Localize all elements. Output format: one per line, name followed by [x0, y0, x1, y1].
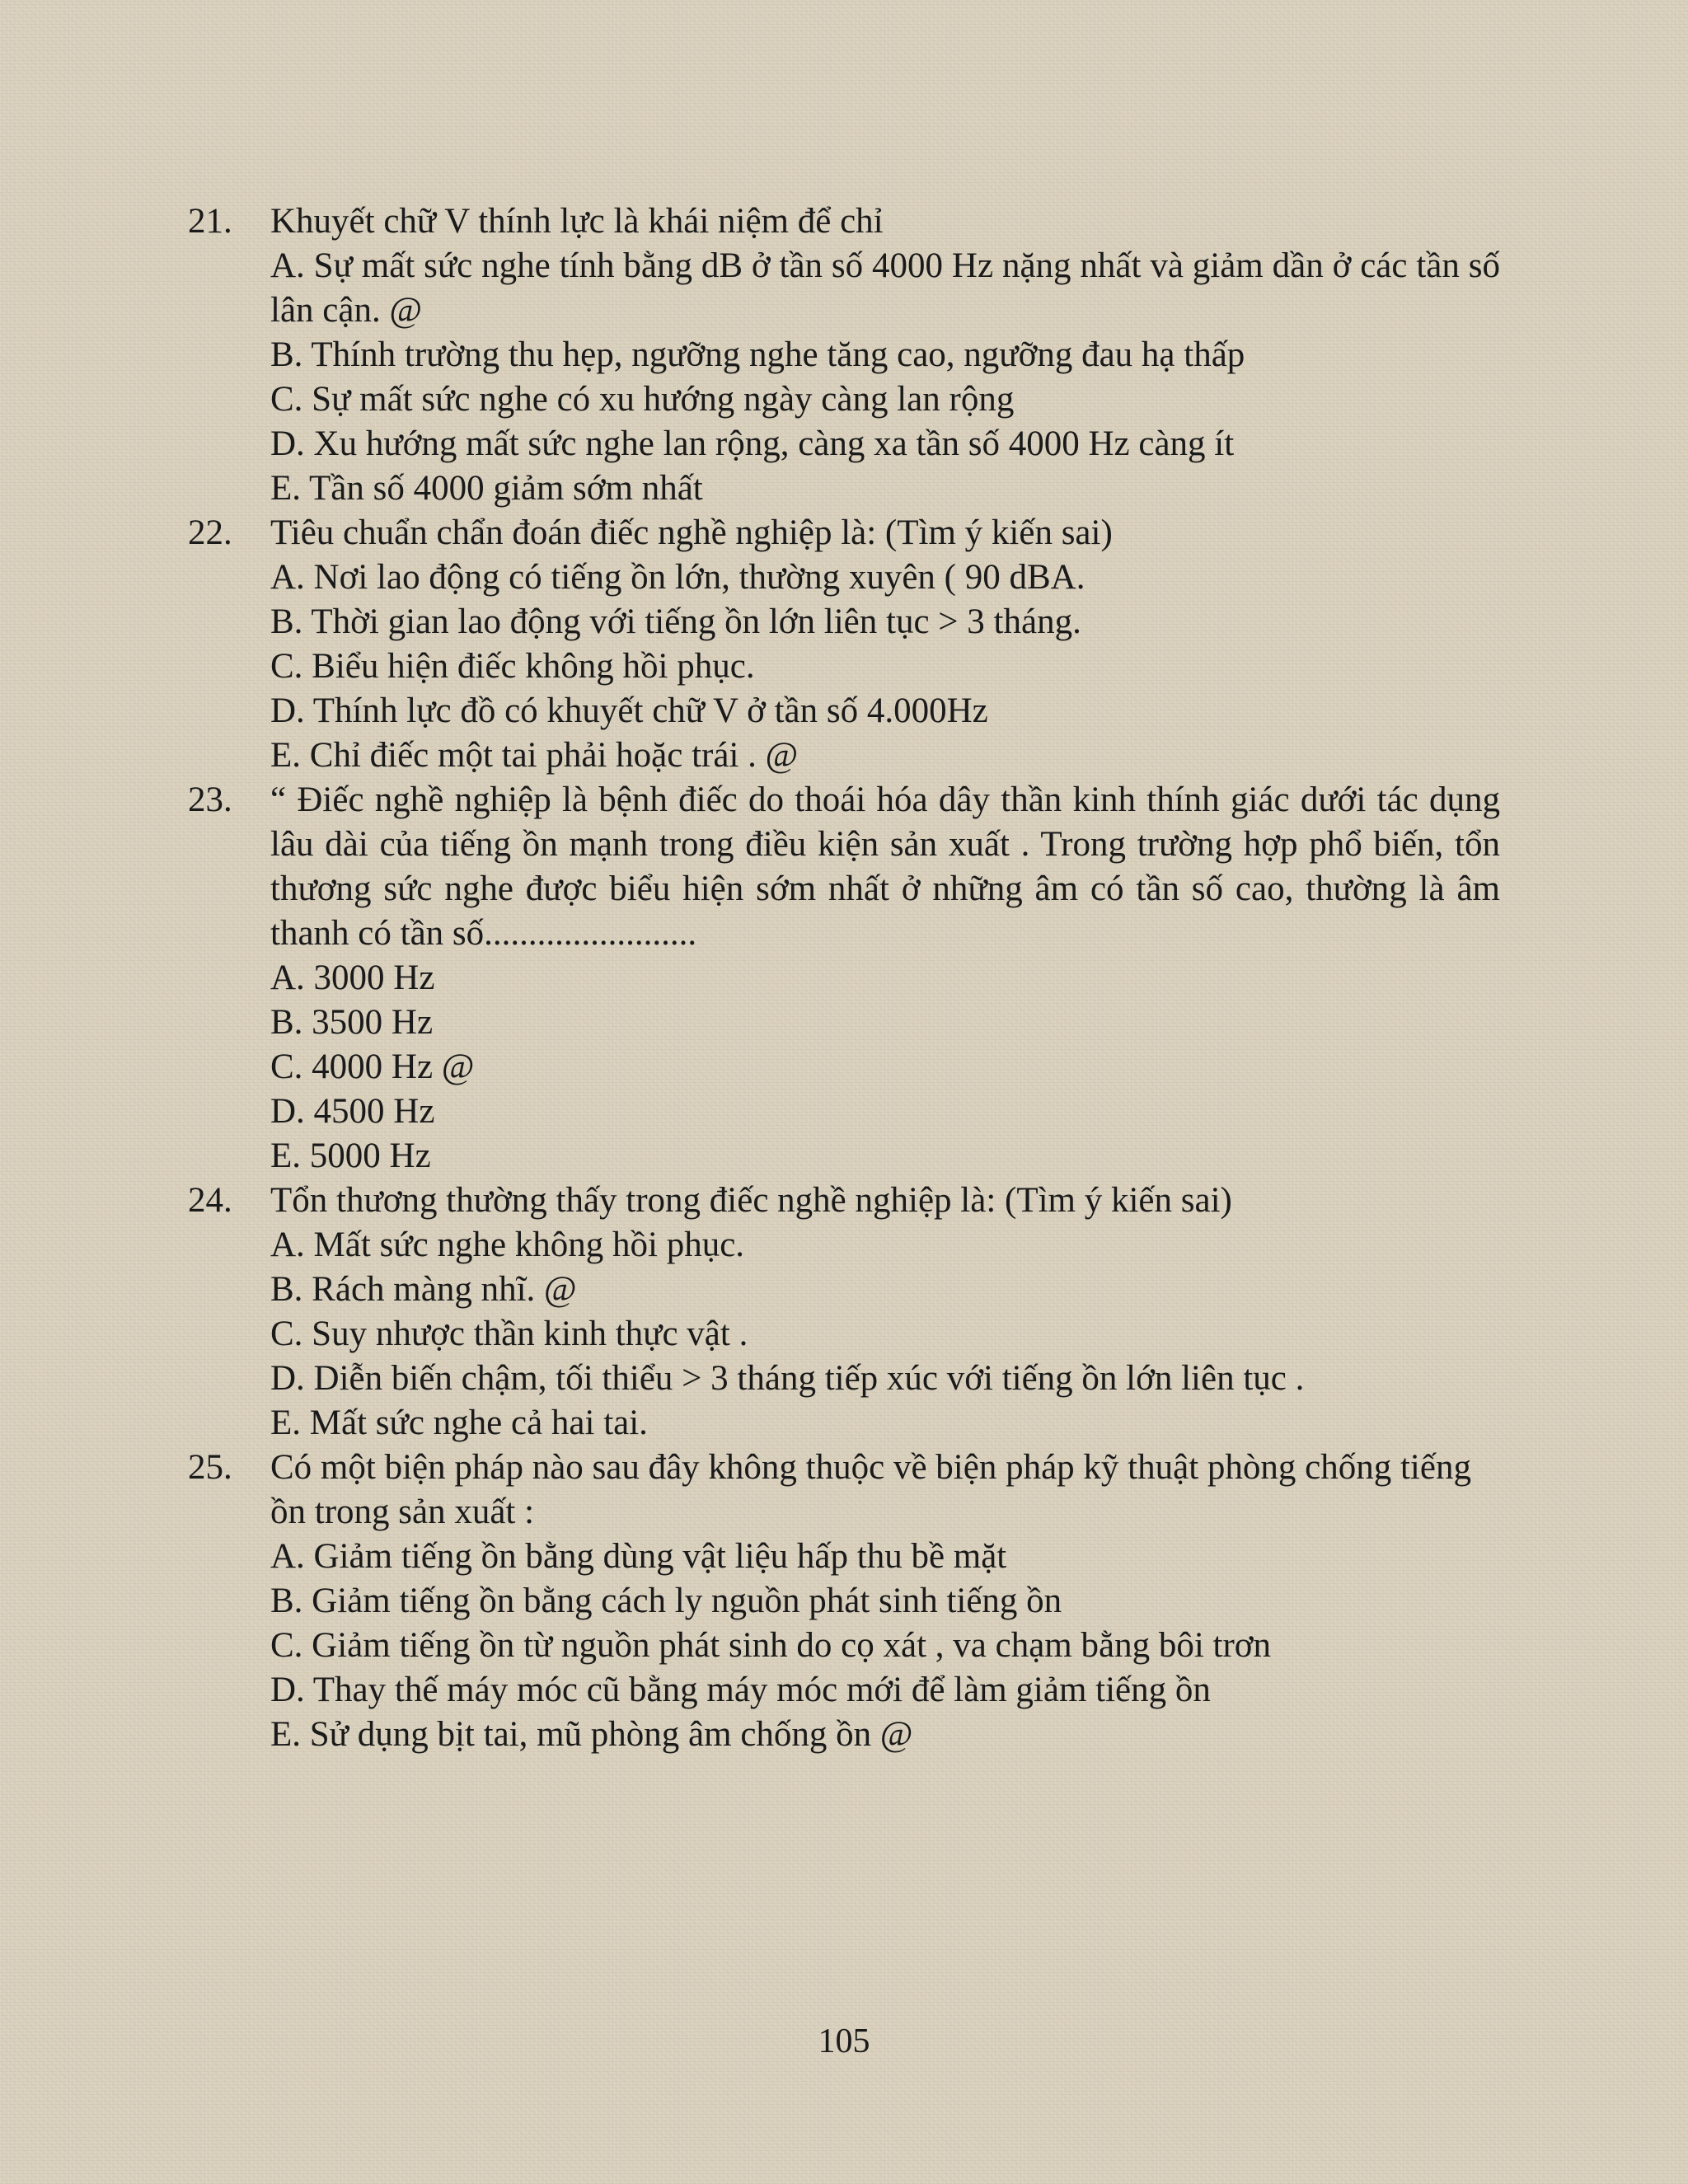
answer-option-d: D. 4500 Hz	[270, 1092, 435, 1131]
question-number: 22.	[188, 513, 232, 552]
answer-option-a: A. Sự mất sức nghe tính bằng dB ở tần số 4000 Hz nặng nhất và giảm dần ở các tần số lân cận. @	[270, 246, 1500, 330]
question-25	[188, 1446, 1500, 1757]
answer-option-a: A. Nơi lao động có tiếng ồn lớn, thường xuyên ( 90 dBA.	[270, 558, 1085, 597]
answer-option-c: C. 4000 Hz @	[270, 1047, 475, 1086]
answer-option-b: B. 3500 Hz	[270, 1003, 434, 1042]
answer-option-c: C. Sự mất sức nghe có xu hướng ngày càng lan rộng	[270, 380, 1015, 419]
page-number: 105	[818, 2022, 870, 2060]
answer-option-a: A. Mất sức nghe không hồi phục.	[270, 1226, 745, 1264]
answer-option-e: E. Chỉ điếc một tai phải hoặc trái . @	[270, 736, 799, 775]
answer-option-d: D. Xu hướng mất sức nghe lan rộng, càng xa tần số 4000 Hz càng ít	[270, 424, 1235, 463]
question-text: Tiêu chuẩn chẩn đoán điếc nghề nghiệp là: (Tìm ý kiến sai)	[270, 513, 1113, 552]
question-text: Có một biện pháp nào sau đây không thuộc về biện pháp kỹ thuật phòng chống tiếng ồn trong sản xuất :	[270, 1448, 1471, 1531]
question-text: “ Điếc nghề nghiệp là bệnh điếc do thoái hóa dây thần kinh thính giác dưới tác dụng lâu dài của tiếng ồn mạnh trong điều kiện sản xuất . Trong trường hợp phổ biến, tổn thương sức nghe được biểu hiện sớm nhất ở những âm có tần số cao, thường là âm thanh có tần số........................	[270, 780, 1500, 953]
question-number: 25.	[188, 1448, 232, 1487]
answer-option-a: A. Giảm tiếng ồn bằng dùng vật liệu hấp thu bề mặt	[270, 1537, 1007, 1576]
answer-option-c: C. Giảm tiếng ồn từ nguồn phát sinh do cọ xát , va chạm bằng bôi trơn	[270, 1626, 1272, 1665]
answer-option-d: D. Diễn biến chậm, tối thiểu > 3 tháng tiếp xúc với tiếng ồn lớn liên tục .	[270, 1359, 1305, 1398]
answer-option-e: E. Mất sức nghe cả hai tai.	[270, 1404, 648, 1442]
question-21	[188, 199, 1500, 511]
question-list	[188, 199, 1500, 1757]
answer-option-b: B. Giảm tiếng ồn bằng cách ly nguồn phát sinh tiếng ồn	[270, 1582, 1062, 1620]
answer-option-b: B. Thính trường thu hẹp, ngưỡng nghe tăng cao, ngưỡng đau hạ thấp	[270, 335, 1245, 374]
answer-option-e: E. 5000 Hz	[270, 1137, 431, 1175]
answer-option-a: A. 3000 Hz	[270, 958, 435, 997]
answer-option-b: B. Rách màng nhĩ. @	[270, 1270, 577, 1309]
answer-option-d: D. Thính lực đồ có khuyết chữ V ở tần số 4.000Hz	[270, 691, 988, 730]
question-text: Khuyết chữ V thính lực là khái niệm để chỉ	[270, 202, 884, 241]
question-number: 21.	[188, 202, 232, 241]
question-22	[188, 511, 1500, 778]
answer-option-c: C. Suy nhược thần kinh thực vật .	[270, 1315, 748, 1353]
question-23	[188, 778, 1500, 1179]
question-number: 23.	[188, 780, 232, 819]
answer-option-c: C. Biểu hiện điếc không hồi phục.	[270, 647, 755, 686]
question-number: 24.	[188, 1181, 232, 1220]
answer-option-b: B. Thời gian lao động với tiếng ồn lớn liên tục > 3 tháng.	[270, 602, 1081, 641]
answer-option-e: E. Sử dụng bịt tai, mũ phòng âm chống ồn @	[270, 1715, 913, 1754]
question-24	[188, 1179, 1500, 1446]
answer-option-e: E. Tần số 4000 giảm sớm nhất	[270, 469, 703, 508]
question-text: Tổn thương thường thấy trong điếc nghề nghiệp là: (Tìm ý kiến sai)	[270, 1181, 1232, 1220]
answer-option-d: D. Thay thế máy móc cũ bằng máy móc mới để làm giảm tiếng ồn	[270, 1671, 1211, 1709]
